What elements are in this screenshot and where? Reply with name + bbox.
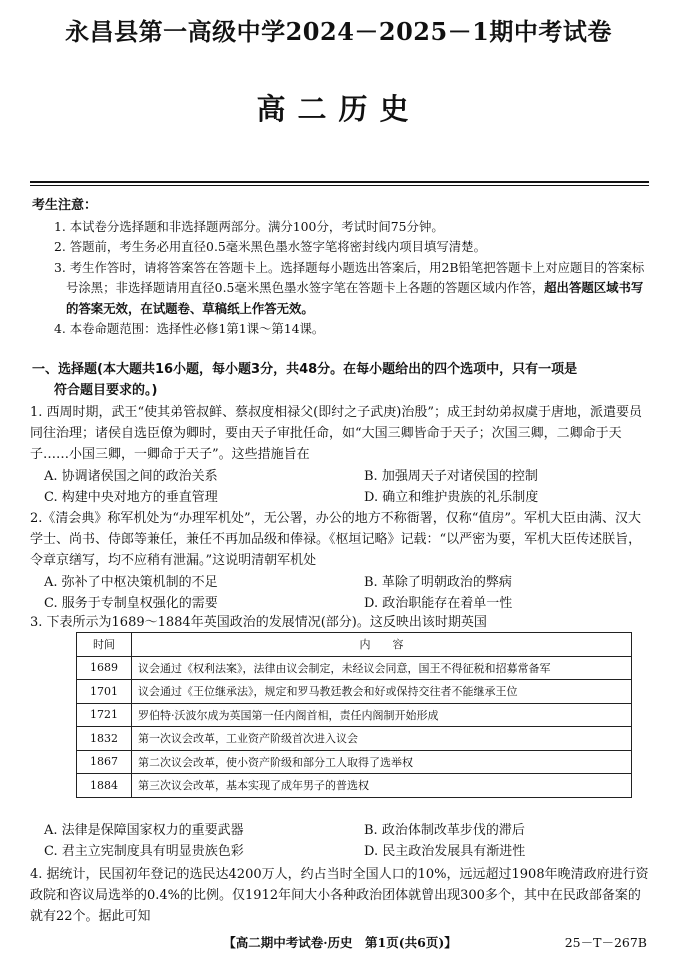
question-options bbox=[30, 466, 652, 508]
option-c: C. 服务于专制皇权强化的需要 bbox=[44, 595, 218, 611]
table-cell-year: 1701 bbox=[77, 680, 132, 704]
question-stem: 1. 西周时期，武王“使其弟管叔鲜、蔡叔度相禄父(即纣之子武庚)治殷”；成王封幼弟叔虞于唐地，派遣要员同往治理；诸侯自选臣僚为卿时，要由天子审批任命，如“大国三卿皆命于天子；次国三卿，二卿命于天子……小国三卿，一卿命于天子”。这些措施旨在 bbox=[30, 405, 642, 463]
option-a: A. 弥补了中枢决策机制的不足 bbox=[44, 574, 218, 590]
footer-code: 25－T－267B bbox=[564, 935, 647, 950]
table-cell-content: 第二次议会改革，使小资产阶级和部分工人取得了选举权 bbox=[132, 750, 632, 774]
option-c: C. 君主立宪制度具有明显贵族色彩 bbox=[44, 844, 244, 860]
notice-item-1: 1. 本试卷分选择题和非选择题两部分。满分100分，考试时间75分钟。 bbox=[54, 218, 444, 234]
section-heading-line2: 符合题目要求的。) bbox=[54, 382, 158, 398]
option-b: B. 政治体制改革步伐的滞后 bbox=[364, 823, 525, 838]
table-row bbox=[77, 727, 632, 751]
table-cell-year: 1689 bbox=[77, 656, 132, 680]
table-cell-year: 1832 bbox=[77, 727, 132, 751]
table-row bbox=[77, 750, 632, 774]
question-options bbox=[30, 572, 652, 614]
table-header-content: 内 容 bbox=[132, 633, 632, 657]
question-options bbox=[30, 820, 652, 862]
notice-heading: 考生注意： bbox=[32, 198, 98, 213]
option-d: D. 民主政治发展具有渐进性 bbox=[364, 844, 526, 860]
table-cell-content: 议会通过《王位继承法》，规定和罗马教廷教会和好或保持交往者不能继承王位 bbox=[132, 680, 632, 704]
option-d: D. 确立和维护贵族的礼乐制度 bbox=[364, 489, 539, 505]
table-cell-year: 1884 bbox=[77, 774, 132, 798]
exam-title: 永昌县第一高级中学2024－2025－1期中考试卷 bbox=[65, 17, 612, 46]
table-header-row bbox=[77, 633, 632, 657]
notice-item-4: 4. 本卷命题范围：选择性必修1第1课～第14课。 bbox=[54, 321, 325, 336]
section-heading bbox=[32, 360, 652, 401]
candidate-notice bbox=[32, 196, 652, 340]
question-stem: 2.《清会典》称军机处为“办理军机处”，无公署，办公的地方不称衙署，仅称“值房”。军机大臣由满、汉大学士、尚书、侍郎等兼任，兼任不再加品级和俸禄。《枢垣记略》记载：“以严密为要，军机大臣传述朕旨，令章京缮写，均不应稍有泄漏。”这说明清朝军机处 bbox=[30, 511, 642, 569]
table-cell-content: 罗伯特·沃波尔成为英国第一任内阁首相，责任内阁制开始形成 bbox=[132, 703, 632, 727]
section-heading-line1: 一、选择题(本大题共16小题，每小题3分，共48分。在每小题给出的四个选项中，只有一项是 bbox=[32, 362, 578, 377]
table-header-time: 时间 bbox=[77, 633, 132, 657]
notice-item-3-text: 3. 考生作答时，请将答案答在答题卡上。选择题每小题选出答案后，用2B铅笔把答题卡上对应题目的答案标号涂黑；非选择题请用直径0.5毫米黑色墨水签字笔在答题卡上各题的答题区域内作答， bbox=[54, 259, 645, 295]
notice-item-2: 2. 答题前，考生务必用直径0.5毫米黑色墨水签字笔将密封线内项目填写清楚。 bbox=[54, 239, 486, 254]
header-rule-thin bbox=[30, 185, 649, 186]
table-cell-content: 第三次议会改革，基本实现了成年男子的普选权 bbox=[132, 774, 632, 798]
history-table bbox=[76, 632, 632, 798]
notice-item-3-emphasis: 超出答题区域书写的答案无效，在试题卷、草稿纸上作答无效。 bbox=[66, 280, 644, 316]
header-rule-thick bbox=[30, 181, 649, 183]
table-cell-year: 1867 bbox=[77, 750, 132, 774]
option-d: D. 政治职能存在着单一性 bbox=[364, 595, 513, 611]
table-row bbox=[77, 703, 632, 727]
question-2 bbox=[30, 508, 652, 614]
option-b: B. 革除了明朝政治的弊病 bbox=[364, 574, 512, 590]
option-b: B. 加强周天子对诸侯国的控制 bbox=[364, 468, 538, 484]
option-a: A. 协调诸侯国之间的政治关系 bbox=[44, 468, 218, 484]
option-c: C. 构建中央对地方的垂直管理 bbox=[44, 489, 218, 505]
question-1 bbox=[30, 402, 652, 508]
table-row bbox=[77, 680, 632, 704]
option-a: A. 法律是保障国家权力的重要武器 bbox=[44, 823, 244, 838]
table-cell-year: 1721 bbox=[77, 703, 132, 727]
question-3-stem: 3. 下表所示为1689～1884年英国政治的发展情况(部分)。这反映出该时期英国 bbox=[30, 615, 487, 630]
question-stem: 4. 据统计，民国初年登记的选民达4200万人，约占当时全国人口的10%，远远超过1908年晚清政府进行资政院和咨议局选举的0.4%的比例。仅1912年间大小各种政治团体就曾出现300多个，其中在民政部备案的就有22个。据此可知 bbox=[30, 867, 649, 925]
table-row bbox=[77, 656, 632, 680]
question-4 bbox=[30, 864, 652, 928]
notice-item-3 bbox=[32, 258, 652, 320]
table-cell-content: 议会通过《权利法案》，法律由议会制定，未经议会同意，国王不得征税和招募常备军 bbox=[132, 656, 632, 680]
table-row bbox=[77, 774, 632, 798]
subject-title: 高二历史 bbox=[256, 92, 421, 126]
table-cell-content: 第一次议会改革，工业资产阶级首次进入议会 bbox=[132, 727, 632, 751]
question-3-options bbox=[30, 820, 652, 862]
footer-label: 【高二期中考试卷·历史 第1页(共6页)】 bbox=[223, 935, 457, 950]
